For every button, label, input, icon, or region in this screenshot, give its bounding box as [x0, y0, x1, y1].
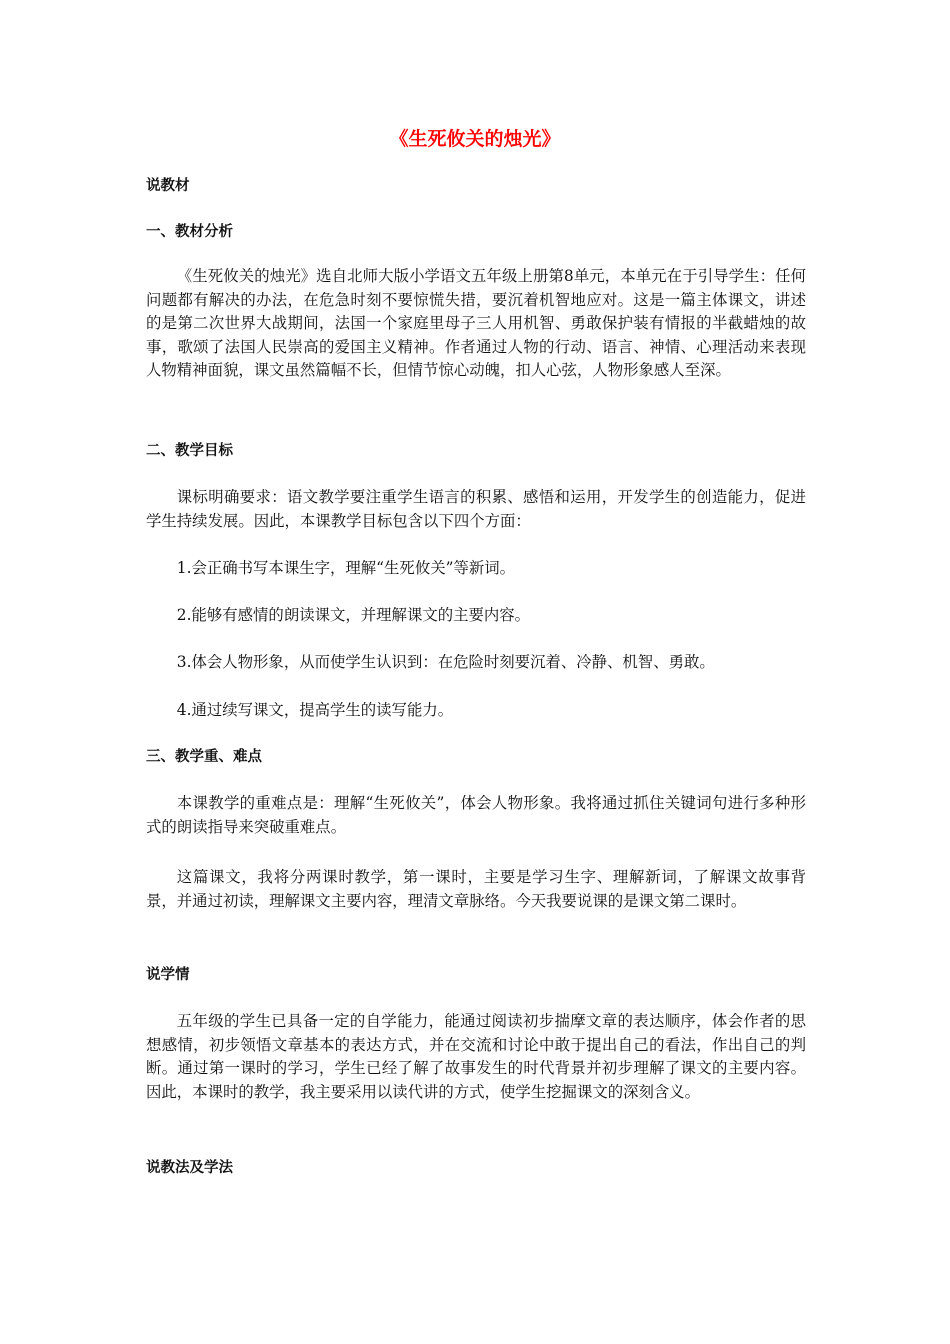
heading-jiaocai-fenxi: 一、教材分析	[146, 224, 233, 240]
paragraph-keshi-anpai: 这篇课文，我将分两课时教学，第一课时，主要是学习生字、理解新词，了解课文故事背景，并通过初读，理解课文主要内容，理清文章脉络。今天我要说课的是课文第二课时。	[146, 868, 806, 910]
paragraph-jiaoxue-mubiao: 课标明确要求：语文教学要注重学生语言的积累、感悟和运用，开发学生的创造能力，促进学生持续发展。因此，本课教学目标包含以下四个方面：	[146, 488, 806, 530]
heading-zhongnandian: 三、教学重、难点	[146, 749, 262, 765]
paragraph-zhongnandian: 本课教学的重难点是：理解“生死攸关”，体会人物形象。我将通过抓住关键词句进行多种形式的朗读指导来突破重难点。	[146, 794, 806, 836]
document-title: 《生死攸关的烛光》	[389, 128, 561, 150]
list-item: 1.会正确书写本课生字，理解“生死攸关”等新词。	[176, 559, 516, 577]
heading-jiaofa-xuefa: 说教法及学法	[146, 1160, 233, 1176]
heading-shuo-xueqing: 说学情	[146, 967, 190, 983]
heading-jiaoxue-mubiao: 二、教学目标	[146, 443, 233, 459]
list-item: 2.能够有感情的朗读课文，并理解课文的主要内容。	[176, 606, 531, 624]
list-item: 3.体会人物形象，从而使学生认识到：在危险时刻要沉着、冷静、机智、勇敢。	[176, 653, 715, 671]
heading-shuo-jiaocai: 说教材	[146, 178, 190, 194]
list-item: 4.通过续写课文，提高学生的读写能力。	[176, 701, 454, 719]
paragraph-jiaocai-fenxi: 《生死攸关的烛光》选自北师大版小学语文五年级上册第8单元，本单元在于引导学生：任何问题都有解决的办法，在危急时刻不要惊慌失措，要沉着机智地应对。这是一篇主体课文，讲述的是第二次世界大战期间，法国一个家庭里母子三人用机智、勇敢保护装有情报的半截蜡烛的故事，歌颂了法国人民崇高的爱国主义精神。作者通过人物的行动、语言、神情、心理活动来表现人物精神面貌，课文虽然篇幅不长，但情节惊心动魄，扣人心弦，人物形象感人至深。	[146, 267, 806, 379]
paragraph-xueqing: 五年级的学生已具备一定的自学能力，能通过阅读初步揣摩文章的表达顺序，体会作者的思想感情，初步领悟文章基本的表达方式，并在交流和讨论中敢于提出自己的看法，作出自己的判断。通过第一课时的学习，学生已经了解了故事发生的时代背景并初步理解了课文的主要内容。因此，本课时的教学，我主要采用以读代讲的方式，使学生挖掘课文的深刻含义。	[146, 1012, 806, 1101]
